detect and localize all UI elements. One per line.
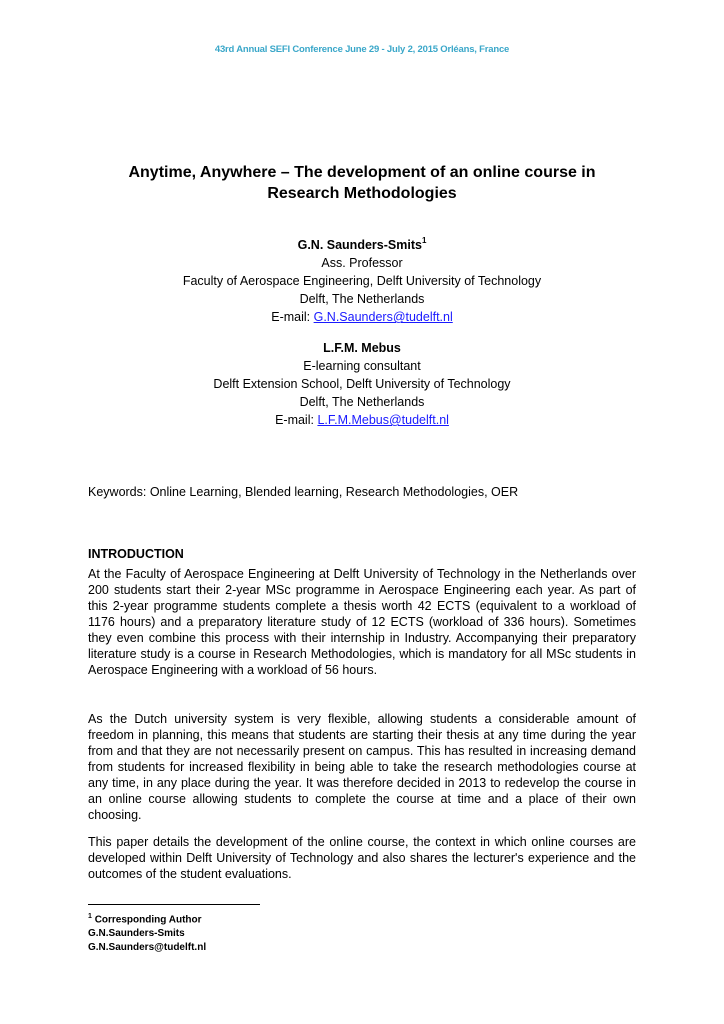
body-paragraph: This paper details the development of the online course, the context in which online courses are developed within Delft University of Technology and also shares the lecturer's experience and the outcomes of the student evaluations. <box>88 835 636 881</box>
author-email-line: E-mail: L.F.M.Mebus@tudelft.nl <box>275 413 449 427</box>
author-email-link[interactable]: G.N.Saunders@tudelft.nl <box>313 310 453 325</box>
author-email-link[interactable]: L.F.M.Mebus@tudelft.nl <box>317 413 449 427</box>
title-line-2: Research Methodologies <box>267 185 457 202</box>
title-line-1: Anytime, Anywhere – The development of an online course in <box>128 164 596 181</box>
author-location: Delft, The Netherlands <box>299 292 425 307</box>
author-location: Delft, The Netherlands <box>299 395 425 409</box>
body-paragraph: At the Faculty of Aerospace Engineering at Delft University of Technology in the Netherlands over 200 students start their 2-year MSc programme in Aerospace Engineering each year. As part of this 2-year programme students complete a thesis worth 42 ECTS (equivalent to a workload of 1176 hours) and a preparatory literature study of 12 ECTS (workload of 336 hours). Sometimes they even combine this process with their internship in Industry. Accompanying their preparatory literature study is a course in Research Methodologies, which is mandatory for all MSc students in Aerospace Engineering with a workload of 56 hours. <box>88 567 636 677</box>
footnote-mark: 1 <box>421 236 427 245</box>
author-email-line: E-mail: G.N.Saunders@tudelft.nl <box>271 310 453 325</box>
author-name: G.N. Saunders-Smits$^1$ <box>297 236 427 253</box>
body-paragraph: As the Dutch university system is very flexible, allowing students a considerable amount of freedom in planning, this means that students are starting their thesis at any time during the year from and that they are not necessarily present on campus. This has resulted in increasing demand from students for increased flexibility in being able to take the research methodologies course at any time, in any place during the year. It was therefore decided in 2013 to redevelop the course in an online course allowing students to complete the course at time and a place of their own choosing. <box>88 712 636 822</box>
author-block-1 <box>90 233 634 326</box>
footnote-label-line: $^1$ Corresponding Author <box>88 913 202 926</box>
author-block-2 <box>90 339 634 429</box>
author-affiliation: Delft Extension School, Delft University of Technology <box>213 377 511 391</box>
footnote-email: G.N.Saunders@tudelft.nl <box>88 942 207 954</box>
section-heading-introduction: INTRODUCTION <box>88 547 184 561</box>
conference-header: 43rd Annual SEFI Conference June 29 - July 2, 2015 Orléans, France <box>214 44 510 55</box>
author-role: E-learning consultant <box>303 359 421 373</box>
footnote-name: G.N.Saunders-Smits <box>88 928 185 940</box>
author-affiliation: Faculty of Aerospace Engineering, Delft University of Technology <box>182 274 542 289</box>
footnote-mark: 1 <box>88 913 92 920</box>
footnote <box>88 910 206 955</box>
keywords: Keywords: Online Learning, Blended learning, Research Methodologies, OER <box>88 485 519 499</box>
author-role: Ass. Professor <box>321 256 403 271</box>
author-name: L.F.M. Mebus <box>323 341 401 355</box>
footnote-divider <box>88 904 260 905</box>
paper-title <box>90 162 634 204</box>
